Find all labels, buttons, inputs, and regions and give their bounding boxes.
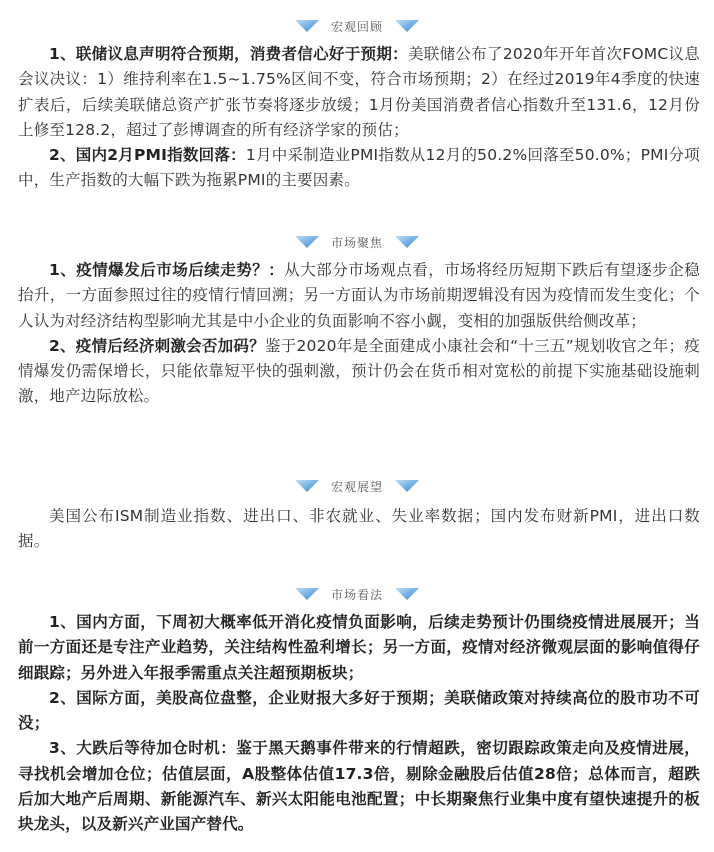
section-title: 宏观展望 xyxy=(330,479,383,494)
macro-outlook-content xyxy=(18,504,700,555)
market-view-item-1: 1、国内方面，下周初大概率低开消化疫情负面影响，后续走势预计仍围绕疫情进展展开；当前一方面还是专注产业趋势，关注结构性盈利增长；另一方面，疫情对经济微观层面的影响值得仔细跟踪；另外进入年报季需重点关注超预期板块； xyxy=(18,613,700,682)
triangle-left-icon xyxy=(295,19,319,33)
macro-review-item-2: 2、国内2月PMI指数回落：1月中采制造业PMI指数从12月的50.2%回落至50.0%；PMI分项中，生产指数的大幅下跌为拖累PMI的主要因素。 xyxy=(18,146,700,190)
triangle-right-icon xyxy=(395,479,419,493)
triangle-left-icon xyxy=(295,479,319,493)
market-focus-content xyxy=(18,258,700,410)
section-header-market-focus xyxy=(0,230,714,254)
section-title: 市场看法 xyxy=(330,587,383,602)
triangle-left-icon xyxy=(295,587,319,601)
market-view-item-3: 3、大跌后等待加仓时机：鉴于黑天鹅事件带来的行情超跌，密切跟踪政策走向及疫情进展，寻找机会增加仓位；估值层面，A股整体估值17.3倍，剔除金融股后估值28倍；总体而言，超跌后加大地产后周期、新能源汽车、新兴太阳能电池配置；中长期聚焦行业集中度有望快速提升的板块龙头，以及新兴产业国产替代。 xyxy=(18,739,700,834)
triangle-left-icon xyxy=(295,235,319,249)
market-focus-item-1: 1、疫情爆发后市场后续走势？：从大部分市场观点看，市场将经历短期下跌后有望逐步企稳抬升，一方面参照过往的疫情行情回溯；另一方面认为市场前期逻辑没有因为疫情而发生变化；个人认为对经济结构型影响尤其是中小企业的负面影响不容小觑，变相的加强版供给侧改革； xyxy=(18,261,700,330)
macro-review-content xyxy=(18,42,700,194)
triangle-right-icon xyxy=(395,235,419,249)
macro-review-item-1: 1、联储议息声明符合预期，消费者信心好于预期：美联储公布了2020年开年首次FOMC议息会议决议：1）维持利率在1.5~1.75%区间不变，符合市场预期；2）在经过2019年4季度的快速扩表后，后续美联储总资产扩张节奏将逐步放缓；1月份美国消费者信心指数升至131.6，12月份上修至128.2，超过了彭博调查的所有经济学家的预估； xyxy=(18,45,700,139)
macro-outlook-text: 美国公布ISM制造业指数、进出口、非农就业、失业率数据；国内发布财新PMI，进出口数据。 xyxy=(18,507,700,551)
section-header-macro-review xyxy=(0,14,714,38)
section-header-macro-outlook xyxy=(0,474,714,498)
triangle-right-icon xyxy=(395,587,419,601)
section-title: 宏观回顾 xyxy=(330,19,383,34)
triangle-right-icon xyxy=(395,19,419,33)
section-header-market-view xyxy=(0,582,714,606)
market-focus-item-2: 2、疫情后经济刺激会否加码？鉴于2020年是全面建成小康社会和“十三五”规划收官之年；疫情爆发仍需保增长，只能依靠短平快的强刺激，预计仍会在货币相对宽松的前提下实施基础设施刺激，地产边际放松。 xyxy=(18,336,700,406)
market-view-item-2: 2、国际方面，美股高位盘整，企业财报大多好于预期；美联储政策对持续高位的股市功不可没； xyxy=(18,688,700,733)
market-view-content xyxy=(18,610,700,838)
section-title: 市场聚焦 xyxy=(330,235,383,250)
